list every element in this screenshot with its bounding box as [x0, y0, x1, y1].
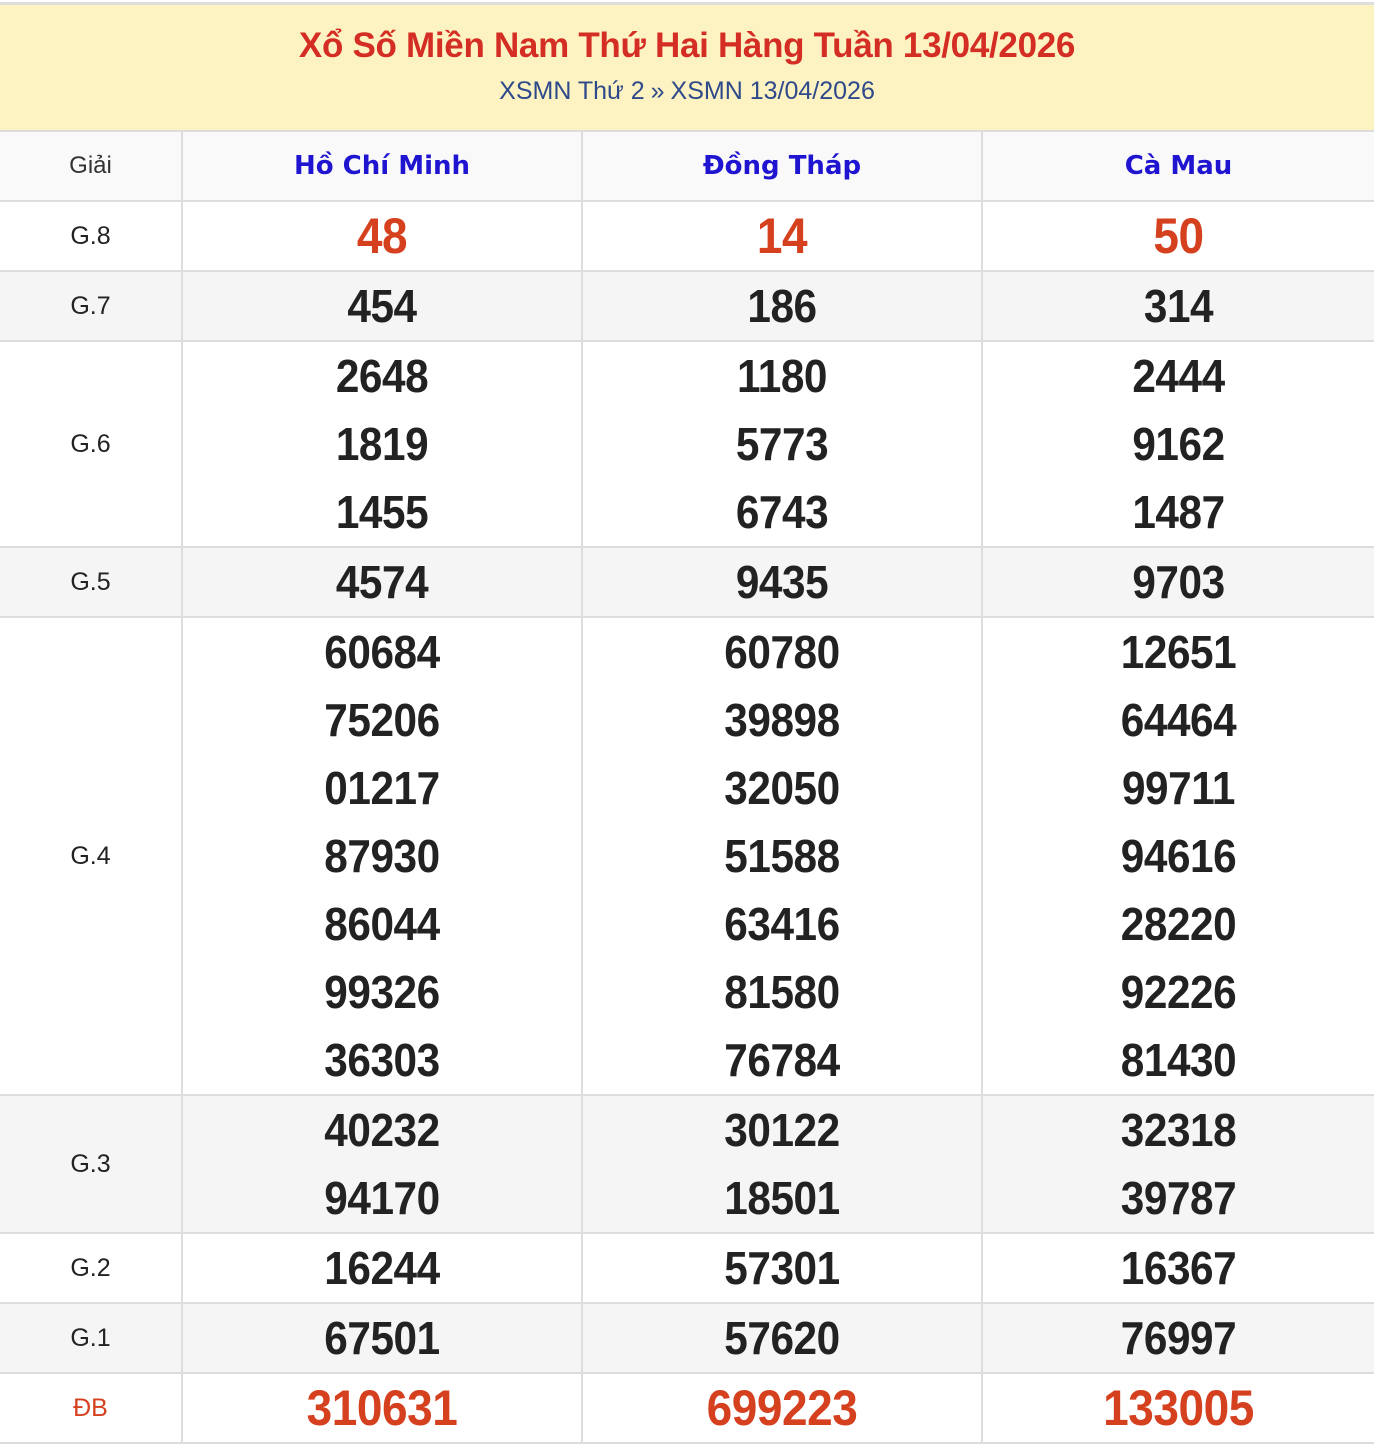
result-number: 2648	[335, 350, 429, 402]
table-row-g6	[0, 341, 1374, 547]
result-number: 18501	[724, 1172, 840, 1224]
province-link-ho-chi-minh[interactable]: Hồ Chí Minh	[293, 151, 471, 181]
result-number: 16244	[324, 1242, 440, 1294]
table-row-g5	[0, 547, 1374, 617]
result-number: 86044	[324, 898, 440, 950]
result-cell	[582, 341, 982, 547]
result-cell	[182, 547, 582, 617]
result-number: 92226	[1120, 966, 1237, 1018]
result-cell	[982, 201, 1374, 271]
result-cell	[182, 1373, 582, 1443]
table-row-g1	[0, 1303, 1374, 1373]
province-link-ca-mau[interactable]: Cà Mau	[1124, 151, 1233, 181]
table-row-g4	[0, 617, 1374, 1095]
breadcrumb-link-weekday[interactable]: XSMN Thứ 2	[499, 77, 645, 105]
result-cell	[182, 617, 582, 1095]
result-number: 60684	[324, 626, 440, 678]
result-number: 186	[747, 280, 817, 332]
result-cell	[582, 1303, 982, 1373]
result-number: 36303	[324, 1034, 440, 1086]
prize-label: G.2	[0, 1233, 182, 1303]
result-number: 1819	[335, 418, 429, 470]
result-cell	[982, 271, 1374, 341]
lottery-results-widget	[0, 2, 1374, 1444]
result-cell	[182, 201, 582, 271]
result-cell	[582, 1373, 982, 1443]
result-number: 60780	[724, 626, 840, 678]
result-cell	[582, 201, 982, 271]
result-cell	[582, 547, 982, 617]
prize-label: G.1	[0, 1303, 182, 1373]
result-number: 48	[356, 208, 408, 264]
result-number: 30122	[724, 1104, 840, 1156]
breadcrumb-separator: »	[650, 77, 665, 105]
result-number: 67501	[324, 1312, 440, 1364]
result-cell	[182, 1095, 582, 1233]
result-cell	[982, 1095, 1374, 1233]
result-number: 454	[347, 280, 417, 332]
prize-label: G.8	[0, 201, 182, 271]
result-number: 9435	[735, 556, 829, 608]
result-number: 28220	[1120, 898, 1237, 950]
province-link-dong-thap[interactable]: Đồng Tháp	[702, 151, 862, 181]
prize-label: G.6	[0, 341, 182, 547]
result-number: 94170	[324, 1172, 440, 1224]
table-row-g8	[0, 201, 1374, 271]
result-number: 99326	[324, 966, 440, 1018]
result-number: 9703	[1132, 556, 1225, 608]
result-number: 81430	[1120, 1034, 1237, 1086]
result-cell	[582, 1095, 982, 1233]
result-number: 2444	[1132, 350, 1225, 402]
province-header-dong-thap	[582, 131, 982, 201]
result-cell	[582, 271, 982, 341]
result-cell	[982, 1373, 1374, 1443]
special-prize-number: 133005	[1103, 1380, 1254, 1436]
result-number: 39787	[1120, 1172, 1237, 1224]
results-header	[0, 5, 1374, 130]
prize-label: G.3	[0, 1095, 182, 1233]
result-number: 1487	[1132, 486, 1225, 538]
special-prize-number: 699223	[706, 1380, 858, 1436]
prize-label: G.7	[0, 271, 182, 341]
result-number: 64464	[1120, 694, 1237, 746]
result-number: 4574	[335, 556, 429, 608]
table-row-g2	[0, 1233, 1374, 1303]
result-cell	[982, 617, 1374, 1095]
result-number: 76997	[1120, 1312, 1237, 1364]
result-cell	[982, 1303, 1374, 1373]
result-number: 87930	[324, 830, 440, 882]
result-number: 5773	[735, 418, 829, 470]
prize-label: G.5	[0, 547, 182, 617]
table-row-g7	[0, 271, 1374, 341]
prize-column-header: Giải	[0, 131, 182, 201]
page-title: Xổ Số Miền Nam Thứ Hai Hàng Tuần 13/04/2026	[298, 26, 1076, 65]
special-prize-number: 310631	[306, 1380, 458, 1436]
result-number: 39898	[724, 694, 840, 746]
result-number: 99711	[1121, 762, 1236, 814]
result-number: 81580	[724, 966, 840, 1018]
result-number: 32050	[724, 762, 840, 814]
result-cell	[582, 617, 982, 1095]
result-number: 1455	[335, 486, 429, 538]
results-table	[0, 130, 1374, 1444]
result-cell	[182, 341, 582, 547]
result-number: 32318	[1120, 1104, 1237, 1156]
table-row-g3	[0, 1095, 1374, 1233]
result-number: 63416	[724, 898, 840, 950]
result-cell	[982, 1233, 1374, 1303]
result-number: 12651	[1120, 626, 1237, 678]
province-header-ca-mau	[982, 131, 1374, 201]
result-number: 1180	[737, 350, 827, 402]
result-cell	[182, 1233, 582, 1303]
result-cell	[582, 1233, 982, 1303]
result-number: 51588	[724, 830, 840, 882]
result-cell	[982, 341, 1374, 547]
result-number: 6743	[735, 486, 829, 538]
result-number: 314	[1143, 280, 1214, 332]
breadcrumb	[0, 76, 1374, 106]
breadcrumb-link-date[interactable]: XSMN 13/04/2026	[670, 77, 875, 105]
result-number: 75206	[324, 694, 440, 746]
result-number: 9162	[1132, 418, 1225, 470]
result-number: 16367	[1120, 1242, 1237, 1294]
prize-label-special: ĐB	[0, 1373, 182, 1443]
table-row-special	[0, 1373, 1374, 1443]
table-header-row	[0, 131, 1374, 201]
result-number: 14	[756, 208, 808, 264]
result-cell	[182, 1303, 582, 1373]
result-number: 57620	[724, 1312, 840, 1364]
result-cell	[182, 271, 582, 341]
prize-label: G.4	[0, 617, 182, 1095]
result-number: 94616	[1120, 830, 1237, 882]
result-number: 76784	[724, 1034, 840, 1086]
result-number: 01217	[324, 762, 440, 814]
result-number: 40232	[324, 1104, 440, 1156]
province-header-ho-chi-minh	[182, 131, 582, 201]
result-cell	[982, 547, 1374, 617]
result-number: 50	[1153, 208, 1204, 264]
result-number: 57301	[724, 1242, 840, 1294]
